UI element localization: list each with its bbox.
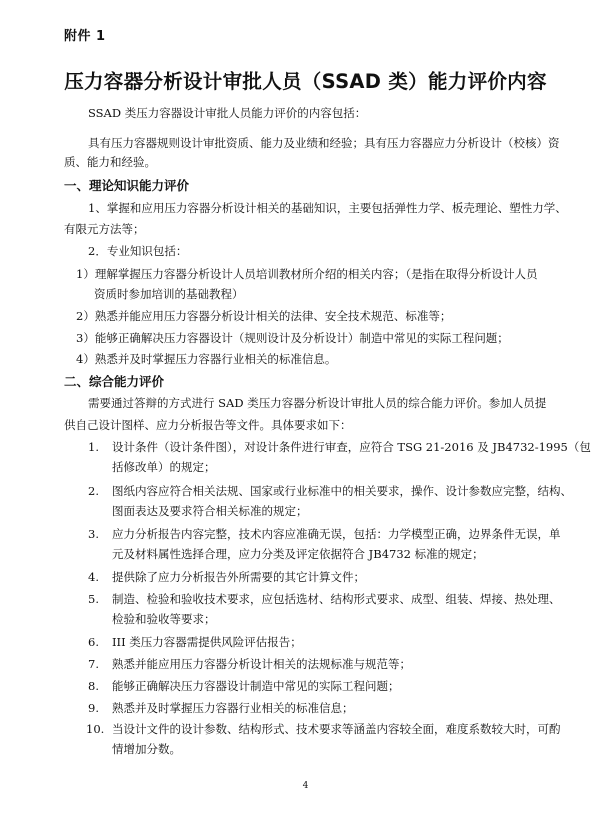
section1-item-4: 4）熟悉并及时掌握压力容器行业相关的标准信息。 — [76, 352, 337, 366]
list-item-1a: 设计条件（设计条件图），对设计条件进行审查，应符合 TSG 21-2016 及 JB4732-1995（包 — [112, 440, 591, 454]
list-item-10b: 情增加分数。 — [112, 742, 181, 756]
section1-heading: 一、理论知识能力评价 — [64, 178, 190, 193]
section1-item-2: 2）熟悉并能应用压力容器分析设计相关的法律、安全技术规范、标准等； — [76, 309, 452, 323]
list-number: 3. — [88, 527, 99, 541]
list-item-3b: 元及材料属性选择合理，应力分类及评定依据符合 JB4732 标准的规定； — [112, 547, 484, 561]
list-number: 5. — [88, 592, 99, 606]
list-item-3a: 应力分析报告内容完整，技术内容应准确无误，包括：力学模型正确，边界条件无误，单 — [112, 527, 561, 541]
list-number: 10. — [86, 722, 105, 736]
section1-para2: 2．专业知识包括： — [88, 244, 188, 258]
section1-item-1b: 资质时参加培训的基础教程） — [94, 287, 244, 301]
intro-line-1: SSAD 类压力容器设计审批人员能力评价的内容包括： — [88, 106, 367, 120]
list-number: 9. — [88, 701, 99, 715]
list-number: 4. — [88, 570, 99, 584]
list-item-4: 提供除了应力分析报告外所需要的其它计算文件； — [112, 570, 365, 584]
list-number: 6. — [88, 635, 99, 649]
page-title: 压力容器分析设计审批人员（SSAD 类）能力评价内容 — [64, 70, 547, 93]
list-item-5b: 检验和验收等要求； — [112, 612, 216, 626]
list-item-8: 能够正确解决压力容器设计制造中常见的实际工程问题； — [112, 679, 400, 693]
list-item-5a: 制造、检验和验收技术要求，应包括选材、结构形式要求、成型、组装、焊接、热处理、 — [112, 592, 561, 606]
list-item-6: III 类压力容器需提供风险评估报告； — [112, 635, 302, 649]
list-item-7: 熟悉并能应用压力容器分析设计相关的法规标准与规范等； — [112, 657, 411, 671]
list-number: 1. — [88, 440, 99, 454]
list-item-2a: 图纸内容应符合相关法规、国家或行业标准中的相关要求，操作、设计参数应完整，结构、 — [112, 484, 572, 498]
intro-line-2a: 具有压力容器规则设计审批资质、能力及业绩和经验；具有压力容器应力分析设计（校核）资 — [88, 136, 560, 150]
section1-para1b: 有限元方法等； — [64, 222, 145, 236]
page-number: 4 — [302, 781, 309, 791]
section1-item-3: 3）能够正确解决压力容器设计（规则设计及分析设计）制造中常见的实际工程问题； — [76, 331, 509, 345]
list-number: 7. — [88, 657, 99, 671]
list-number: 8. — [88, 679, 99, 693]
section1-item-1a: 1）理解掌握压力容器分析设计人员培训教材所介绍的相关内容；（是指在取得分析设计人员 — [76, 267, 538, 281]
section2-para-b: 供自己设计图样、应力分析报告等文件。具体要求如下： — [64, 418, 352, 432]
section2-para-a: 需要通过答辩的方式进行 SAD 类压力容器分析设计审批人员的综合能力评价。参加人员提 — [88, 396, 547, 410]
list-item-10a: 当设计文件的设计参数、结构形式、技术要求等涵盖内容较全面，难度系数较大时，可酌 — [112, 722, 561, 736]
list-item-1b: 括修改单）的规定； — [112, 460, 216, 474]
section2-heading: 二、综合能力评价 — [64, 374, 165, 389]
attachment-label: 附件 1 — [64, 29, 106, 44]
list-number: 2. — [88, 484, 99, 498]
list-item-9: 熟悉并及时掌握压力容器行业相关的标准信息； — [112, 701, 354, 715]
section1-para1a: 1、掌握和应用压力容器分析设计相关的基础知识，主要包括弹性力学、板壳理论、塑性力学、 — [88, 201, 567, 215]
list-item-2b: 图面表达及要求符合相关标准的规定； — [112, 504, 308, 518]
intro-line-2b: 质、能力和经验。 — [64, 155, 156, 169]
